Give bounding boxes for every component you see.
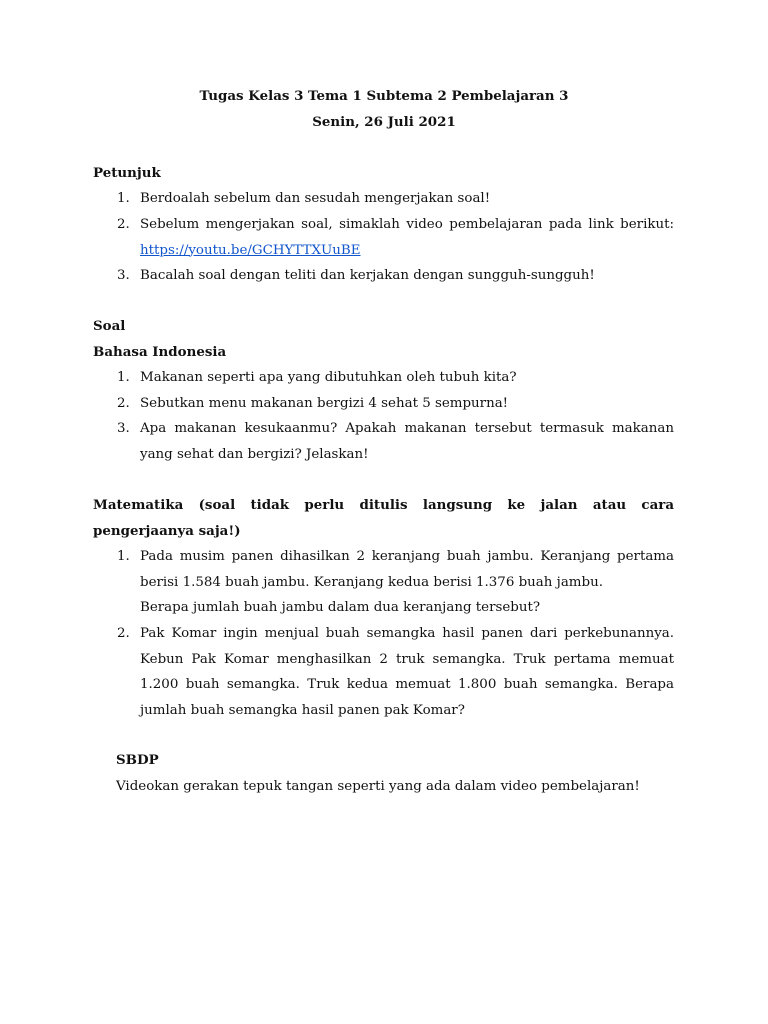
list-item-text: Pak Komar ingin menjual buah semangka hasil panen dari perkebunannya. Kebun Pak Komar menghasilkan 2 truk semangka. Truk pertama memuat 1.200 buah semangka. Truk kedua memuat 1.800 buah semangka. Berapa jumlah buah semangka hasil panen pak Komar? [140, 626, 674, 718]
petunjuk-item-2 [93, 212, 674, 263]
list-item-text: Makanan seperti apa yang dibutuhkan oleh tubuh kita? [140, 370, 517, 385]
list-number: 1. [117, 549, 130, 564]
list-number: 2. [117, 217, 130, 232]
list-number: 3. [117, 421, 130, 436]
video-link[interactable]: https://youtu.be/GCHYTTXUuBE [140, 242, 361, 258]
list-item-text: Apa makanan kesukaanmu? Apakah makanan tersebut termasuk makanan yang sehat dan bergizi? Jelaskan! [140, 421, 674, 462]
bahasa-item-2 [93, 391, 674, 417]
list-number: 3. [117, 268, 130, 283]
bahasa-item-1 [93, 365, 674, 391]
document-date: Senin, 26 Juli 2021 [312, 114, 456, 130]
list-item-text-block [140, 212, 674, 263]
list-item-text: Berdoalah sebelum dan sesudah mengerjakan soal! [140, 191, 491, 206]
bahasa-indonesia-heading: Bahasa Indonesia [93, 344, 227, 360]
list-item-text: Sebelum mengerjakan soal, simaklah video pembelajaran pada link berikut: [140, 217, 674, 232]
list-number: 2. [117, 396, 130, 411]
sbdp-text: Videokan gerakan tepuk tangan seperti yang ada dalam video pembelajaran! [116, 779, 640, 794]
list-number: 2. [117, 626, 130, 641]
list-item-text-block [140, 544, 674, 621]
matematika-item-2 [93, 621, 674, 723]
petunjuk-item-1 [93, 186, 674, 212]
matematika-item-1 [93, 544, 674, 621]
list-item-question: Berapa jumlah buah jambu dalam dua keranjang tersebut? [140, 600, 541, 615]
soal-heading: Soal [93, 318, 126, 334]
matematika-heading: Matematika (soal tidak perlu ditulis langsung ke jalan atau cara pengerjaanya saja!) [93, 497, 674, 539]
petunjuk-item-3 [93, 263, 674, 289]
document-title: Tugas Kelas 3 Tema 1 Subtema 2 Pembelajaran 3 [199, 88, 569, 104]
bahasa-item-3 [93, 416, 674, 467]
list-item-text: Pada musim panen dihasilkan 2 keranjang buah jambu. Keranjang pertama berisi 1.584 buah jambu. Keranjang kedua berisi 1.376 buah jambu. [140, 549, 674, 590]
list-number: 1. [117, 191, 130, 206]
list-item-text: Bacalah soal dengan teliti dan kerjakan dengan sungguh-sungguh! [140, 268, 595, 283]
list-number: 1. [117, 370, 130, 385]
petunjuk-heading: Petunjuk [93, 165, 161, 181]
list-item-text: Sebutkan menu makanan bergizi 4 sehat 5 sempurna! [140, 396, 509, 411]
sbdp-heading: SBDP [116, 752, 159, 768]
